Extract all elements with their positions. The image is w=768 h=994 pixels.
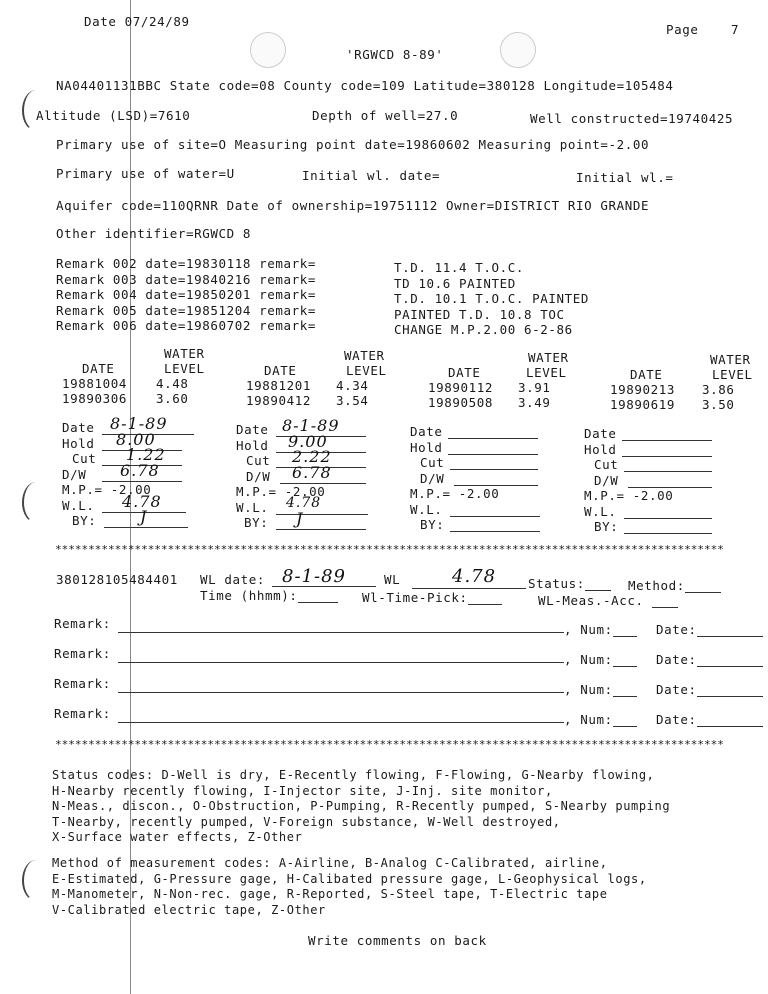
- remark-text: PAINTED T.D. 10.8 TOC: [394, 306, 565, 322]
- legend-line: Method of measurement codes: A-Airline, B-Analog C-Calibrated, airline,: [52, 856, 608, 870]
- initial-wl: Initial wl.=: [576, 170, 674, 185]
- level-date: 19890306: [62, 391, 128, 406]
- wl-time-pick-label: Wl-Time-Pick:: [362, 590, 468, 605]
- wl-date-label: WL date:: [200, 572, 266, 587]
- entry-mp: M.P.= -2.00: [62, 482, 152, 497]
- remark-num[interactable]: , Num:: [564, 712, 637, 727]
- entry-dw-label: D/W: [62, 466, 87, 482]
- status-label: Status:: [528, 576, 585, 591]
- remark-num[interactable]: , Num:: [564, 652, 637, 667]
- entry-wl-value[interactable]: 4.78: [286, 494, 322, 511]
- remark-text: T.D. 10.1 T.O.C. PAINTED: [394, 291, 590, 306]
- level-value: 3.50: [702, 397, 735, 412]
- site-row-3: Primary use of site=O Measuring point date=19860602 Measuring point=-2.00: [56, 137, 650, 152]
- entry-wl-label: W.L.: [584, 503, 617, 519]
- entry-cut-label: Cut: [420, 455, 445, 470]
- level-date: 19890112: [428, 380, 494, 395]
- entry-date-label: Date: [410, 424, 443, 439]
- entry-hold-label: Hold: [410, 439, 443, 455]
- binder-mark: [22, 860, 50, 901]
- legend-line: E-Estimated, G-Pressure gage, H-Calibated pressure gage, L-Geophysical logs,: [52, 871, 647, 886]
- entry-date-label: Date: [236, 422, 269, 437]
- water-level-group: [62, 346, 205, 406]
- entry-date-label: Date: [584, 426, 617, 441]
- date-value: 07/24/89: [124, 14, 190, 29]
- entry-wl-value[interactable]: 4.78: [122, 491, 162, 511]
- site-id: 380128105484401: [56, 572, 178, 587]
- entry-date-value[interactable]: 8-1-89: [282, 416, 340, 435]
- remark-text: CHANGE M.P.2.00 6-2-86: [394, 322, 573, 337]
- entry-hold-label: Hold: [236, 437, 269, 453]
- level-date: 19890412: [246, 393, 312, 408]
- entry-cut-value[interactable]: 1.22: [126, 445, 166, 464]
- primary-use-water: Primary use of water=U: [56, 166, 235, 181]
- entry-wl-label: W.L.: [62, 497, 95, 513]
- remark-line: Remark 005 date=19851204 remark=: [56, 302, 317, 318]
- page-label: Page: [666, 22, 699, 37]
- water-header: WATER: [344, 348, 385, 363]
- wl-time-pick-field[interactable]: [362, 590, 502, 605]
- date-header: DATE: [264, 363, 297, 378]
- status-field[interactable]: [528, 576, 611, 591]
- depth-of-well: Depth of well=27.0: [312, 108, 459, 123]
- entry-cut-label: Cut: [72, 451, 97, 466]
- level-value: 4.34: [336, 378, 369, 393]
- remark-label: Remark:: [54, 706, 111, 721]
- level-date: 19890213: [610, 382, 676, 397]
- remark-input-line[interactable]: [118, 662, 564, 663]
- wl-label: WL: [384, 572, 401, 587]
- header-date: [84, 14, 190, 29]
- level-value: 3.54: [336, 393, 369, 408]
- entry-hold-label: Hold: [584, 441, 617, 457]
- entry-date-value[interactable]: 8-1-89: [110, 414, 168, 433]
- level-date: 19881004: [62, 376, 128, 391]
- water-level-group: [610, 352, 753, 412]
- project-title: 'RGWCD 8-89': [346, 47, 444, 62]
- entry-by-label: BY:: [594, 519, 619, 534]
- entry-dw-value[interactable]: 6.78: [292, 462, 332, 482]
- entry-dw-label: D/W: [420, 470, 445, 486]
- water-header: WATER: [710, 352, 751, 367]
- level-value: 4.48: [156, 376, 189, 391]
- remark-text: TD 10.6 PAINTED: [394, 275, 516, 291]
- entry-hold-value[interactable]: 9.00: [288, 431, 328, 451]
- binder-mark: [22, 482, 50, 523]
- well-constructed: Well constructed=19740425: [530, 111, 734, 126]
- entry-block: [62, 414, 202, 529]
- entry-cut-label: Cut: [594, 457, 619, 472]
- remark-date[interactable]: Date:: [656, 622, 763, 637]
- entry-wl-label: W.L.: [236, 499, 269, 515]
- remark-input-line[interactable]: [118, 722, 564, 723]
- remark-date[interactable]: Date:: [656, 652, 763, 667]
- remark-date[interactable]: Date:: [656, 712, 763, 727]
- water-level-group: [246, 348, 387, 408]
- entry-dw-value[interactable]: 6.78: [120, 460, 160, 480]
- entry-dw-label: D/W: [246, 468, 271, 484]
- page-number: 7: [731, 22, 740, 37]
- level-value: 3.91: [518, 380, 551, 395]
- entry-date-label: Date: [62, 420, 95, 435]
- remark-line: Remark 002 date=19830118 remark=: [56, 256, 317, 271]
- level-header: LEVEL: [526, 365, 567, 380]
- entry-block: [410, 424, 550, 533]
- legend-line: T-Nearby, recently pumped, V-Foreign substance, W-Well destroyed,: [52, 814, 561, 829]
- remark-line: Remark 006 date=19860702 remark=: [56, 318, 317, 333]
- punch-hole: [250, 32, 286, 68]
- remark-label: Remark:: [54, 616, 111, 631]
- wl-meas-acc-label: WL-Meas.-Acc.: [538, 593, 644, 608]
- method-label: Method:: [628, 578, 685, 593]
- entry-mp: M.P.= -2.00: [410, 486, 500, 501]
- star-separator: *****************************************************************************************************: [55, 543, 724, 556]
- remark-input-line[interactable]: [118, 692, 564, 693]
- entry-wl-label: W.L.: [410, 501, 443, 517]
- entry-mp: M.P.= -2.00: [584, 488, 674, 503]
- legend-line: H-Nearby recently flowing, I-Injector site, J-Inj. site monitor,: [52, 783, 553, 798]
- entry-block: [584, 426, 724, 535]
- level-header: LEVEL: [712, 367, 753, 382]
- water-level-group: [428, 350, 569, 410]
- wl-meas-acc-field[interactable]: [538, 593, 678, 608]
- entry-block: [236, 416, 376, 531]
- date-label: Date: [84, 14, 117, 29]
- remarks-right: [394, 260, 589, 338]
- remark-label: Remark:: [54, 646, 111, 661]
- entry-by-label: BY:: [72, 513, 97, 528]
- remarks-left: [56, 256, 316, 334]
- site-row-1: NA04401131BBC State code=08 County code=109 Latitude=380128 Longitude=105484: [56, 78, 674, 93]
- entry-mp: M.P.= -2.00: [236, 484, 326, 499]
- footer-note: Write comments on back: [308, 933, 487, 948]
- entry-by-label: BY:: [420, 517, 445, 532]
- remark-label: Remark:: [54, 676, 111, 691]
- level-date: 19881201: [246, 378, 312, 393]
- method-field[interactable]: [628, 578, 721, 593]
- time-field[interactable]: [200, 588, 338, 603]
- star-separator: *****************************************************************************************************: [55, 738, 724, 751]
- level-header: LEVEL: [346, 363, 387, 378]
- level-date: 19890619: [610, 397, 676, 412]
- site-row-5: Aquifer code=110QRNR Date of ownership=19751112 Owner=DISTRICT RIO GRANDE: [56, 198, 650, 213]
- entry-hold-value[interactable]: 8.00: [116, 429, 156, 449]
- altitude: Altitude (LSD)=7610: [36, 108, 191, 123]
- level-header: LEVEL: [164, 361, 205, 376]
- page-indicator: [666, 22, 739, 37]
- water-header: WATER: [528, 350, 569, 365]
- legend-line: V-Calibrated electric tape, Z-Other: [52, 902, 326, 917]
- method-codes-legend: [52, 856, 647, 918]
- remark-num[interactable]: , Num:: [564, 682, 637, 697]
- date-header: DATE: [82, 361, 115, 376]
- legend-line: M-Manometer, N-Non-rec. gage, R-Reported, S-Steel tape, T-Electric tape: [52, 887, 608, 901]
- remark-text: T.D. 11.4 T.O.C.: [394, 260, 525, 275]
- wl-date-value[interactable]: 8-1-89: [282, 566, 346, 587]
- legend-line: Status codes: D-Well is dry, E-Recently flowing, F-Flowing, G-Nearby flowing,: [52, 768, 655, 782]
- level-value: 3.60: [156, 391, 189, 406]
- legend-line: N-Meas., discon., O-Obstruction, P-Pumping, R-Recently pumped, S-Nearby pumping: [52, 799, 671, 813]
- level-date: 19890508: [428, 395, 494, 410]
- remark-date[interactable]: Date:: [656, 682, 763, 697]
- entry-by-value[interactable]: J: [296, 509, 304, 528]
- initial-wl-date: Initial wl. date=: [302, 168, 441, 183]
- entry-by-value[interactable]: J: [140, 507, 148, 526]
- level-value: 3.86: [702, 382, 735, 397]
- entry-cut-value[interactable]: 2.22: [292, 447, 332, 466]
- remark-line: Remark 004 date=19850201 remark=: [56, 287, 317, 302]
- remark-input-line[interactable]: [118, 632, 564, 633]
- water-header: WATER: [164, 346, 205, 361]
- entry-dw-label: D/W: [594, 472, 619, 488]
- remark-num[interactable]: , Num:: [564, 622, 637, 637]
- entry-cut-label: Cut: [246, 453, 271, 468]
- punch-hole: [500, 32, 536, 68]
- wl-value[interactable]: 4.78: [452, 566, 497, 587]
- other-identifier: Other identifier=RGWCD 8: [56, 226, 252, 241]
- date-header: DATE: [448, 365, 481, 380]
- level-value: 3.49: [518, 395, 551, 410]
- legend-line: X-Surface water effects, Z-Other: [52, 830, 303, 844]
- entry-hold-label: Hold: [62, 435, 95, 451]
- date-header: DATE: [630, 367, 663, 382]
- status-codes-legend: [52, 768, 670, 846]
- time-label: Time (hhmm):: [200, 588, 298, 603]
- remark-line: Remark 003 date=19840216 remark=: [56, 271, 317, 287]
- entry-by-label: BY:: [244, 515, 269, 530]
